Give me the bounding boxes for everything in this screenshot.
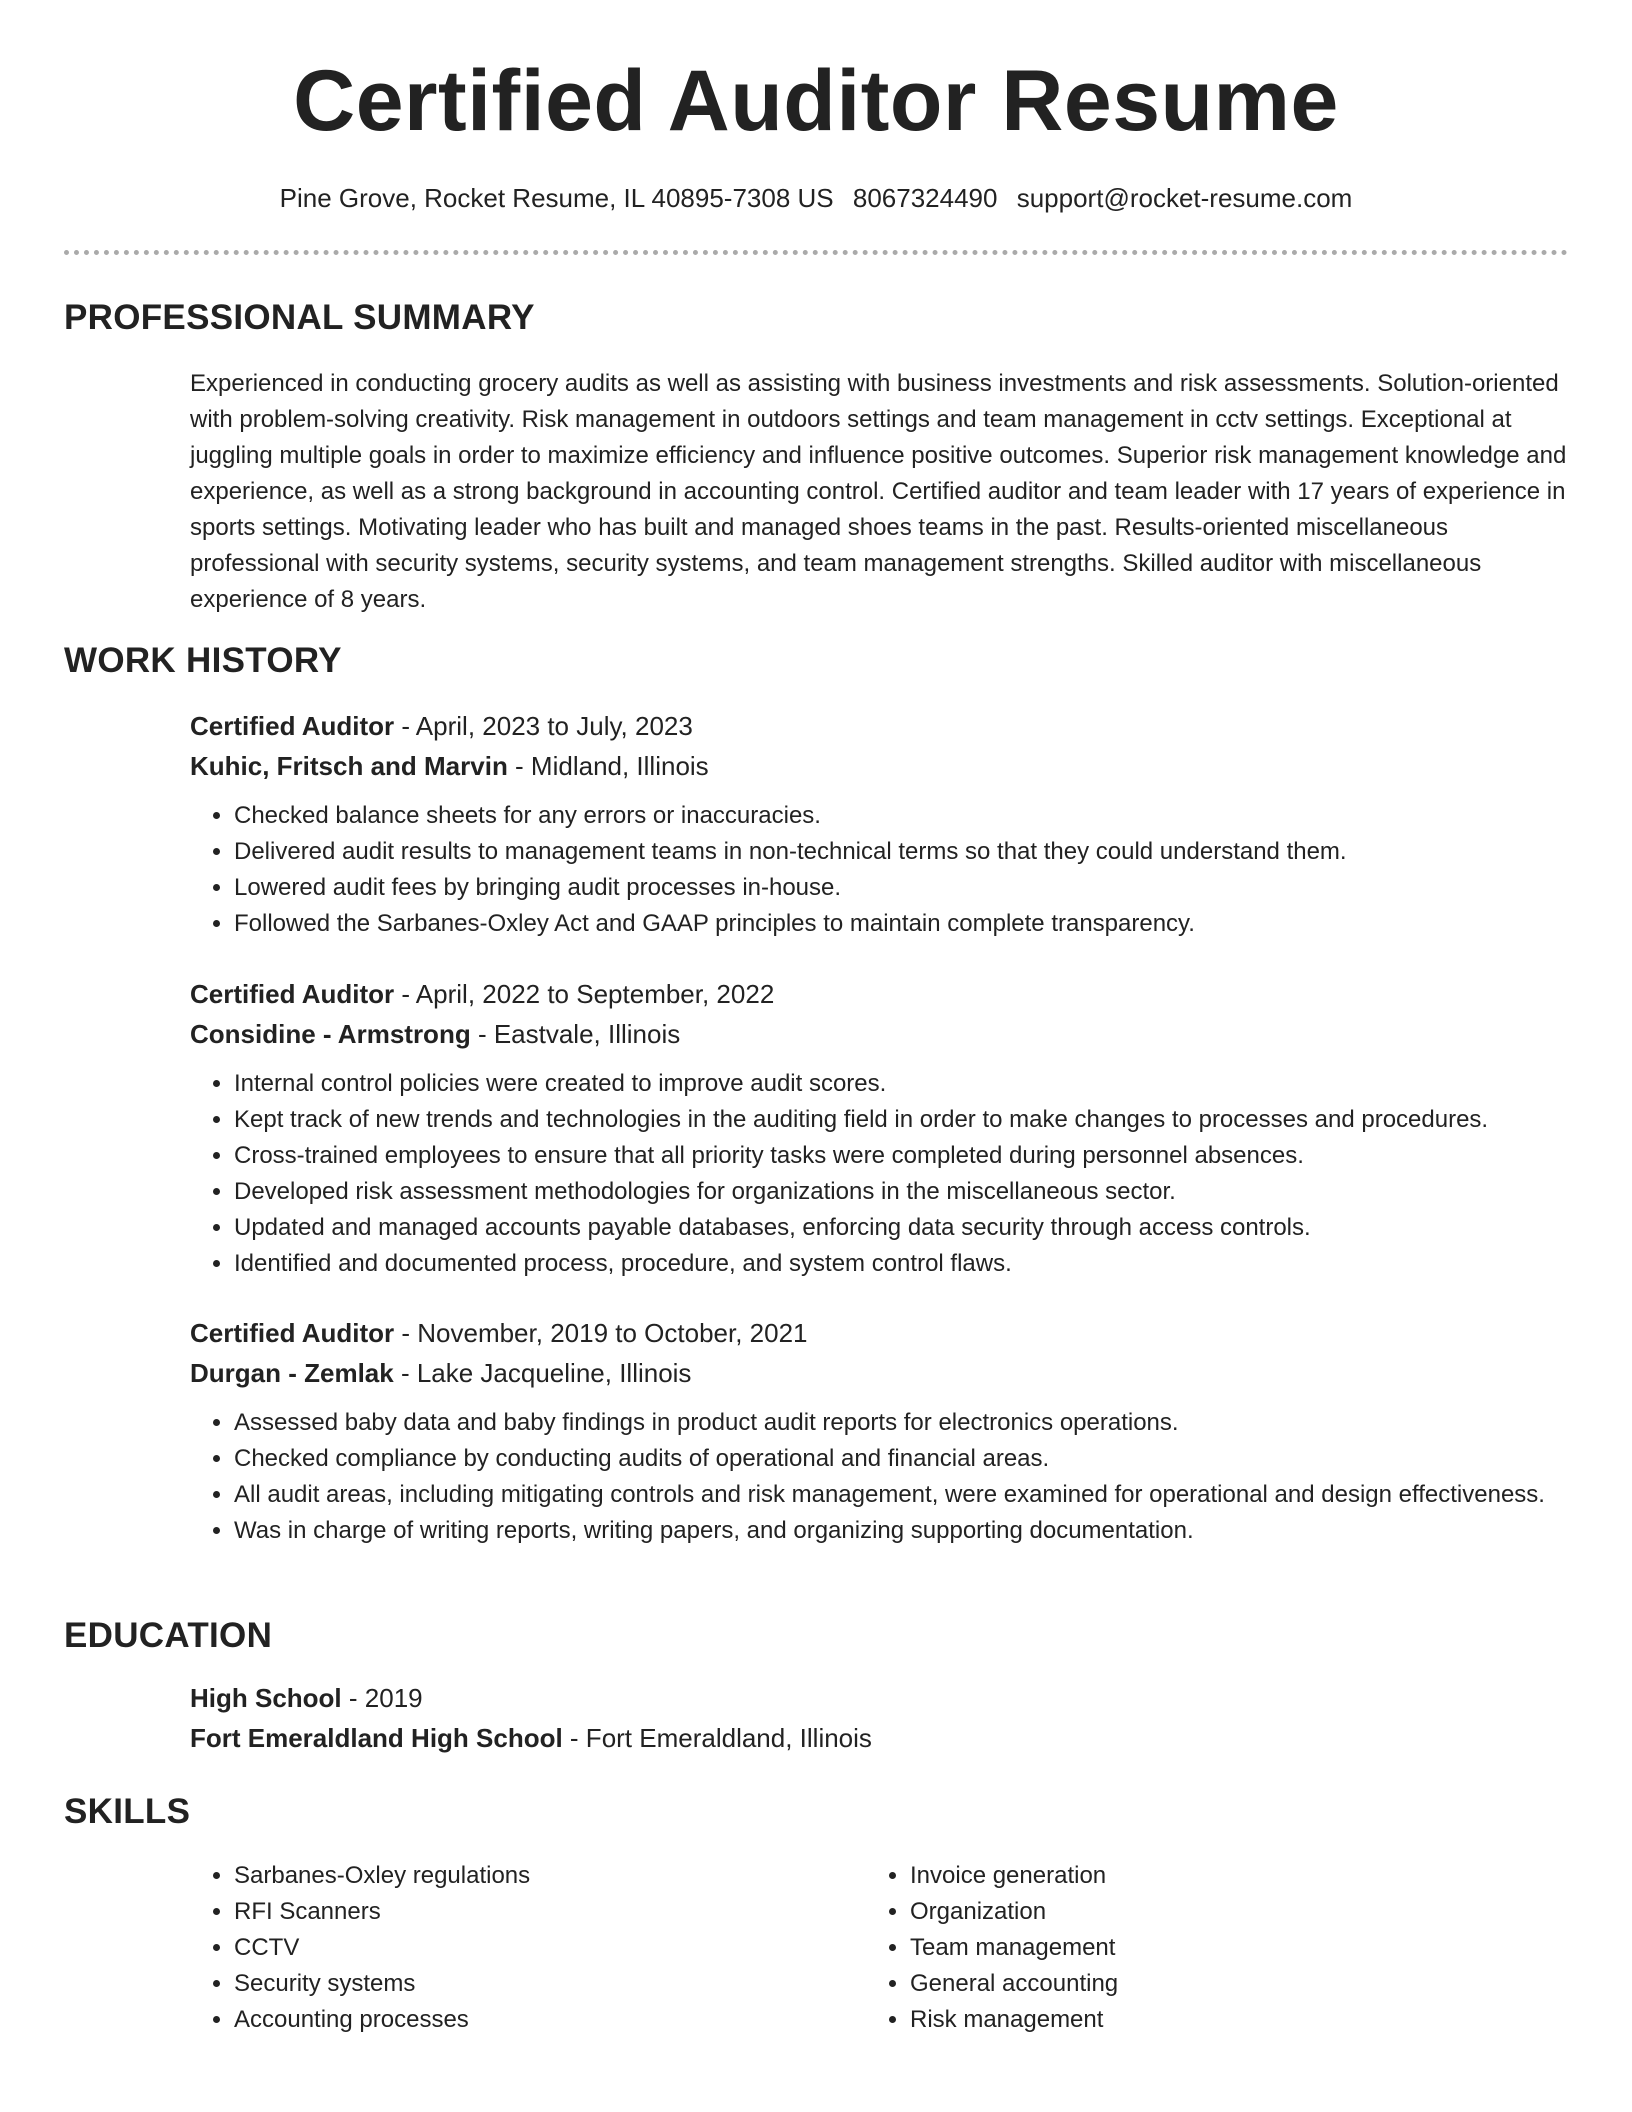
job-location: - Eastvale, Illinois xyxy=(470,1019,681,1049)
skill-item: • Team management xyxy=(910,1930,1466,1966)
job-entry xyxy=(190,974,1570,1282)
skill-item: • RFI Scanners xyxy=(234,1894,790,1930)
skills-heading: SKILLS xyxy=(64,1792,191,1831)
job-bullet: • Cross-trained employees to ensure that all priority tasks were completed during personnel absences. xyxy=(234,1138,1570,1174)
skills-list-left xyxy=(190,1858,790,2038)
job-company: Kuhic, Fritsch and Marvin xyxy=(190,751,508,781)
job-title: Certified Auditor xyxy=(190,1318,395,1348)
summary-text: Experienced in conducting grocery audits as well as assisting with business investments and risk assessments. Solution-oriented with problem-solving creativity. Risk management in outdoors settings and team management in cctv settings. Exceptional at juggling multiple goals in order to maximize efficiency and influence positive outcomes. Superior risk management knowledge and experience, as well as a strong background in accounting control. Certified auditor and team leader with 17 years of experience in sports settings. Motivating leader who has built and managed shoes teams in the past. Results-oriented miscellaneous professional with security systems, security systems, and team management strengths. Skilled auditor with miscellaneous experience of 8 years. xyxy=(190,370,1567,613)
education-school: Fort Emeraldland High School xyxy=(190,1723,563,1753)
job-company-line xyxy=(190,1014,1570,1054)
job-bullet: • Delivered audit results to management teams in non-technical terms so that they could understand them. xyxy=(234,834,1570,870)
job-bullet: • Kept track of new trends and technologies in the auditing field in order to make changes to processes and procedures. xyxy=(234,1102,1570,1138)
job-company: Durgan - Zemlak xyxy=(190,1358,394,1388)
job-company: Considine - Armstrong xyxy=(190,1019,471,1049)
job-title-line xyxy=(190,974,1570,1014)
job-bullet: • All audit areas, including mitigating controls and risk management, were examined for operational and design effectiveness. xyxy=(234,1477,1570,1513)
job-bullet: • Updated and managed accounts payable databases, enforcing data security through access controls. xyxy=(234,1210,1570,1246)
education-degree-line xyxy=(190,1678,1570,1718)
job-title: Certified Auditor xyxy=(190,979,395,1009)
skill-item: • CCTV xyxy=(234,1930,790,1966)
job-dates: - April, 2022 to September, 2022 xyxy=(394,979,775,1009)
job-bullet: • Checked balance sheets for any errors or inaccuracies. xyxy=(234,798,1570,834)
skill-item: • Invoice generation xyxy=(910,1858,1466,1894)
job-entry xyxy=(190,1313,1570,1549)
education-entry xyxy=(190,1678,1570,1758)
job-title-line xyxy=(190,1313,1570,1353)
job-location: - Midland, Illinois xyxy=(507,751,709,781)
education-degree: High School xyxy=(190,1683,342,1713)
education-school-line xyxy=(190,1718,1570,1758)
job-company-line xyxy=(190,1353,1570,1393)
job-bullet: • Followed the Sarbanes-Oxley Act and GAAP principles to maintain complete transparency. xyxy=(234,906,1570,942)
skill-item: • Sarbanes-Oxley regulations xyxy=(234,1858,790,1894)
job-company-line xyxy=(190,746,1570,786)
contact-address: Pine Grove, Rocket Resume, IL 40895-7308 US xyxy=(279,183,834,213)
education-year: - 2019 xyxy=(341,1683,423,1713)
job-bullet: • Internal control policies were created to improve audit scores. xyxy=(234,1066,1570,1102)
job-title: Certified Auditor xyxy=(190,711,395,741)
contact-phone: 8067324490 xyxy=(852,183,998,213)
job-title-line xyxy=(190,706,1570,746)
job-bullets xyxy=(190,798,1570,942)
work-history-heading: WORK HISTORY xyxy=(64,641,342,680)
job-bullet: • Developed risk assessment methodologies for organizations in the miscellaneous sector. xyxy=(234,1174,1570,1210)
education-location: - Fort Emeraldland, Illinois xyxy=(562,1723,872,1753)
job-bullet: • Lowered audit fees by bringing audit processes in-house. xyxy=(234,870,1570,906)
job-bullets xyxy=(190,1066,1570,1282)
job-bullet: • Assessed baby data and baby findings in product audit reports for electronics operations. xyxy=(234,1405,1570,1441)
summary-heading: PROFESSIONAL SUMMARY xyxy=(64,298,535,337)
skill-item: • General accounting xyxy=(910,1966,1466,2002)
job-bullet: • Identified and documented process, procedure, and system control flaws. xyxy=(234,1246,1570,1282)
header-divider xyxy=(64,250,1568,255)
job-entry xyxy=(190,706,1570,942)
skill-item: • Risk management xyxy=(910,2002,1466,2038)
skill-item: • Organization xyxy=(910,1894,1466,1930)
job-dates: - April, 2023 to July, 2023 xyxy=(394,711,693,741)
resume-title: Certified Auditor Resume xyxy=(293,53,1339,149)
job-location: - Lake Jacqueline, Illinois xyxy=(393,1358,692,1388)
education-heading: EDUCATION xyxy=(64,1616,273,1655)
job-dates: - November, 2019 to October, 2021 xyxy=(394,1318,808,1348)
job-bullet: • Was in charge of writing reports, writing papers, and organizing supporting documentation. xyxy=(234,1513,1570,1549)
job-bullet: • Checked compliance by conducting audits of operational and financial areas. xyxy=(234,1441,1570,1477)
skill-item: • Security systems xyxy=(234,1966,790,2002)
skill-item: • Accounting processes xyxy=(234,2002,790,2038)
job-bullets xyxy=(190,1405,1570,1549)
contact-line xyxy=(0,183,1632,214)
contact-email: support@rocket-resume.com xyxy=(1016,183,1353,213)
skills-list-right xyxy=(866,1858,1466,2038)
